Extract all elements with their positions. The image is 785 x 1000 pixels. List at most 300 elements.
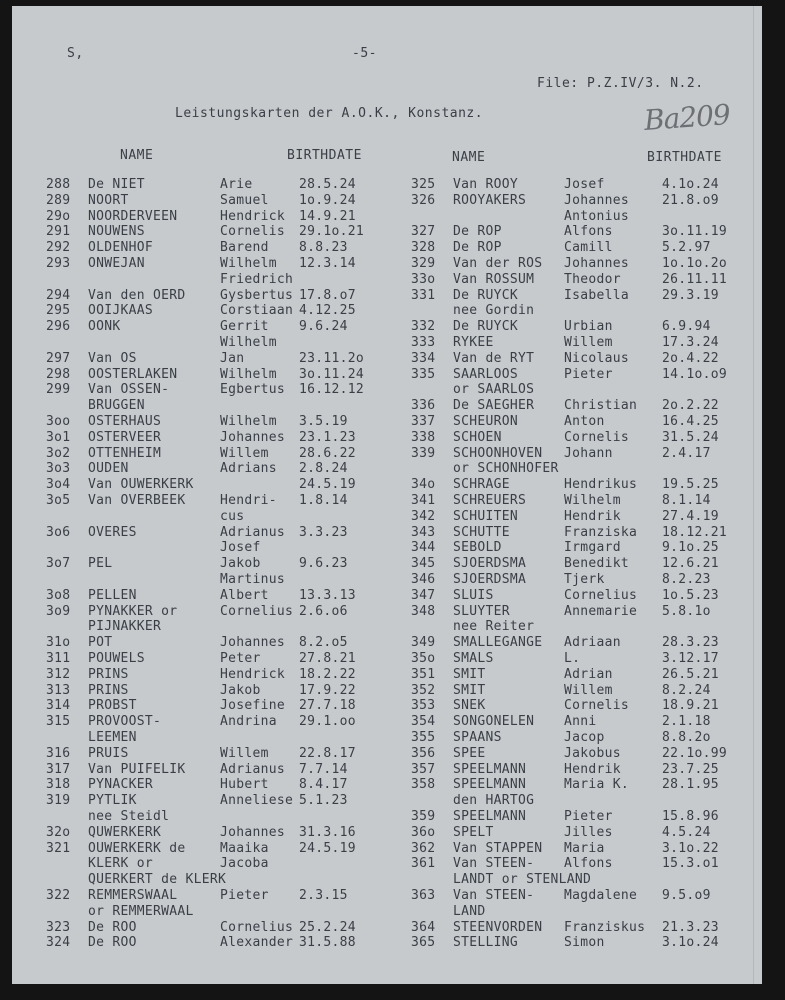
right-number: 331 [411, 287, 436, 303]
right-birthdate: 16.4.25 [662, 414, 719, 429]
left-surname: OVERES [88, 524, 137, 540]
left-surname: nee Steidl [88, 809, 170, 824]
table-row [12, 447, 762, 463]
table-row [12, 178, 762, 194]
right-surname: SJOERDSMA [453, 572, 527, 587]
right-birthdate: 2o.4.22 [662, 350, 719, 366]
left-number: 312 [46, 666, 71, 682]
right-number: 365 [411, 935, 436, 951]
left-surname: NOORT [88, 192, 129, 208]
left-firstname: cus [220, 508, 245, 524]
left-number: 299 [46, 382, 71, 398]
left-surname: Van OVERBEEK [88, 493, 186, 508]
right-firstname: Benedikt [564, 556, 630, 572]
table-row [12, 494, 762, 510]
document-page [12, 6, 762, 984]
right-firstname: Annemarie [564, 603, 638, 619]
right-firstname: Adrian [564, 666, 613, 682]
table-row [12, 573, 762, 589]
left-number: 298 [46, 366, 71, 382]
left-birthdate: 13.3.13 [299, 587, 356, 603]
table-row [12, 763, 762, 779]
left-number: 292 [46, 240, 71, 256]
right-number: 36o [411, 824, 436, 840]
right-firstname: Isabella [564, 287, 630, 303]
left-surname: OOSTERLAKEN [88, 366, 178, 382]
right-firstname: Maria [564, 840, 605, 856]
left-firstname: Wilhelm [220, 414, 277, 429]
right-number: 346 [411, 572, 436, 587]
handwritten-signature: Ba209 [642, 98, 731, 137]
right-firstname: Hendrik [564, 508, 621, 524]
right-firstname: Christian [564, 398, 638, 414]
right-birthdate: 26.5.21 [662, 666, 719, 682]
left-firstname: Albert [220, 587, 269, 603]
left-birthdate: 2.6.o6 [299, 603, 348, 619]
right-firstname: Pieter [564, 366, 613, 382]
table-row [12, 652, 762, 668]
right-number: 357 [411, 761, 436, 777]
right-surname: or SCHONHOFER [453, 461, 559, 477]
left-birthdate: 25.2.24 [299, 919, 356, 935]
right-firstname: Alfons [564, 856, 613, 872]
table-row [12, 557, 762, 573]
left-surname: OLDENHOF [88, 240, 154, 256]
left-number: 318 [46, 777, 71, 793]
right-firstname: Josef [564, 177, 605, 192]
left-birthdate: 1o.9.24 [299, 192, 356, 208]
left-surname: NOORDERVEEN [88, 208, 178, 224]
right-surname: or SAARLOS [453, 382, 535, 398]
right-surname: Van STEEN- [453, 888, 535, 903]
right-number: 352 [411, 682, 436, 698]
left-number: 295 [46, 303, 71, 319]
right-surname: SCHUTTE [453, 524, 510, 540]
left-firstname: Andrina [220, 714, 277, 730]
left-birthdate: 18.2.22 [299, 666, 356, 682]
left-number: 288 [46, 177, 71, 192]
right-number: 344 [411, 540, 436, 556]
left-surname: REMMERSWAAL [88, 888, 178, 903]
left-number: 316 [46, 745, 71, 761]
left-firstname: Arie [220, 177, 253, 192]
right-birthdate: 2o.2.22 [662, 398, 719, 414]
right-surname: De RUYCK [453, 287, 519, 303]
left-firstname: Wilhelm [220, 256, 277, 271]
left-number: 294 [46, 287, 71, 303]
right-surname: SPAANS [453, 730, 502, 745]
left-number: 3o4 [46, 477, 71, 493]
left-surname: OONK [88, 319, 121, 335]
left-firstname: Josefine [220, 698, 286, 714]
right-surname: SMIT [453, 682, 486, 698]
left-firstname: Maaika [220, 840, 269, 856]
right-surname: SCHOEN [453, 429, 502, 445]
right-birthdate: 15.3.o1 [662, 856, 719, 872]
right-birthdate: 8.2.23 [662, 572, 711, 587]
table-row [12, 810, 762, 826]
right-number: 33o [411, 271, 436, 287]
table-row [12, 257, 762, 273]
right-number: 347 [411, 587, 436, 603]
right-number: 342 [411, 508, 436, 524]
left-birthdate: 24.5.19 [299, 477, 356, 493]
table-row [12, 541, 762, 557]
right-surname: LANDT or STENLAND [453, 872, 592, 888]
left-number: 314 [46, 698, 71, 714]
left-firstname: Adrianus [220, 524, 286, 540]
left-firstname: Willem [220, 745, 269, 761]
right-birthdate: 8.1.14 [662, 493, 711, 508]
left-birthdate: 29.1.oo [299, 714, 356, 730]
left-firstname: Gerrit [220, 319, 269, 335]
right-firstname: Willem [564, 335, 613, 350]
left-surname: Van OUWERKERK [88, 477, 194, 493]
right-birthdate: 6.9.94 [662, 319, 711, 335]
left-number: 3o5 [46, 493, 71, 508]
right-surname: SCHREUERS [453, 493, 527, 508]
right-firstname: Theodor [564, 271, 621, 287]
right-firstname: Wilhelm [564, 493, 621, 508]
table-row [12, 873, 762, 889]
left-birthdate: 16.12.12 [299, 382, 365, 398]
left-number: 317 [46, 761, 71, 777]
left-firstname: Hendri- [220, 493, 277, 508]
right-number: 328 [411, 240, 436, 256]
right-firstname: Johannes [564, 256, 630, 271]
left-birthdate: 27.7.18 [299, 698, 356, 714]
right-birthdate: 15.8.96 [662, 809, 719, 824]
right-firstname: Cornelius [564, 587, 638, 603]
table-row [12, 668, 762, 684]
right-surname: Van ROSSUM [453, 271, 535, 287]
left-surname: ONWEJAN [88, 256, 145, 271]
right-surname: SJOERDSMA [453, 556, 527, 572]
right-surname: SLUIS [453, 587, 494, 603]
right-number: 361 [411, 856, 436, 872]
right-birthdate: 12.6.21 [662, 556, 719, 572]
right-surname: SCHEURON [453, 414, 519, 429]
left-surname: PROVOOST- [88, 714, 162, 730]
left-surname: KLERK or [88, 856, 154, 872]
table-row [12, 747, 762, 763]
left-surname: OSTERHAUS [88, 414, 162, 429]
left-number: 323 [46, 919, 71, 935]
left-firstname: Alexander [220, 935, 294, 951]
table-row [12, 368, 762, 384]
left-surname: POUWELS [88, 651, 145, 666]
left-surname: PELLEN [88, 587, 137, 603]
table-row [12, 699, 762, 715]
table-row [12, 352, 762, 368]
right-birthdate: 14.1o.o9 [662, 366, 728, 382]
page-number: -5- [352, 46, 377, 61]
right-number: 34o [411, 477, 436, 493]
left-number: 297 [46, 350, 71, 366]
right-birthdate: 3.12.17 [662, 651, 719, 666]
left-birthdate: 5.1.23 [299, 793, 348, 809]
right-surname: SAARLOOS [453, 366, 519, 382]
left-number: 293 [46, 256, 71, 271]
left-firstname: Adrians [220, 461, 277, 477]
right-firstname: Antonius [564, 208, 630, 224]
left-surname: Van den OERD [88, 287, 186, 303]
right-surname: Van STAPPEN [453, 840, 543, 856]
right-firstname: L. [564, 651, 581, 666]
left-number: 3o1 [46, 429, 71, 445]
left-surname: Van PUIFELIK [88, 761, 186, 777]
table-row [12, 636, 762, 652]
right-surname: SMALS [453, 651, 494, 666]
right-firstname: Tjerk [564, 572, 605, 587]
left-number: 324 [46, 935, 71, 951]
left-firstname: Jan [220, 350, 245, 366]
left-birthdate: 27.8.21 [299, 651, 356, 666]
right-firstname: Urbian [564, 319, 613, 335]
left-birthdate: 14.9.21 [299, 208, 356, 224]
header-left-name: NAME [120, 148, 154, 163]
right-number: 336 [411, 398, 436, 414]
table-row [12, 684, 762, 700]
left-surname: BRUGGEN [88, 398, 145, 414]
left-birthdate: 28.6.22 [299, 445, 356, 461]
right-birthdate: 17.3.24 [662, 335, 719, 350]
left-birthdate: 23.1.23 [299, 429, 356, 445]
header-left-birthdate: BIRTHDATE [287, 148, 362, 163]
left-surname: OTTENHEIM [88, 445, 162, 461]
right-birthdate: 28.1.95 [662, 777, 719, 793]
right-surname: SNEK [453, 698, 486, 714]
left-firstname: Gysbertus [220, 287, 294, 303]
left-birthdate: 17.8.o7 [299, 287, 356, 303]
left-birthdate: 1.8.14 [299, 493, 348, 508]
left-surname: PYNAKKER or [88, 603, 178, 619]
right-firstname: Johannes [564, 192, 630, 208]
left-birthdate: 8.2.o5 [299, 635, 348, 651]
left-birthdate: 23.11.2o [299, 350, 365, 366]
right-number: 351 [411, 666, 436, 682]
table-row [12, 304, 762, 320]
right-birthdate: 2.4.17 [662, 445, 711, 461]
corner-mark: S, [67, 46, 84, 61]
right-surname: Van ROOY [453, 177, 519, 192]
right-number: 327 [411, 224, 436, 240]
left-firstname: Jacoba [220, 856, 269, 872]
right-birthdate: 8.2.24 [662, 682, 711, 698]
right-birthdate: 8.8.2o [662, 730, 711, 745]
table-row [12, 857, 762, 873]
right-number: 343 [411, 524, 436, 540]
right-surname: SCHRAGE [453, 477, 510, 493]
table-row [12, 478, 762, 494]
right-firstname: Irmgard [564, 540, 621, 556]
right-firstname: Pieter [564, 809, 613, 824]
table-row [12, 794, 762, 810]
right-number: 348 [411, 603, 436, 619]
left-birthdate: 22.8.17 [299, 745, 356, 761]
left-birthdate: 3o.11.24 [299, 366, 365, 382]
right-number: 353 [411, 698, 436, 714]
left-number: 32o [46, 824, 71, 840]
table-row [12, 241, 762, 257]
right-birthdate: 3.1o.24 [662, 935, 719, 951]
table-row [12, 383, 762, 399]
right-firstname: Maria K. [564, 777, 630, 793]
right-birthdate: 26.11.11 [662, 271, 728, 287]
right-birthdate: 9.5.o9 [662, 888, 711, 903]
right-number: 364 [411, 919, 436, 935]
right-birthdate: 3o.11.19 [662, 224, 728, 240]
right-birthdate: 4.5.24 [662, 824, 711, 840]
left-surname: LEEMEN [88, 730, 137, 745]
right-surname: SPEELMANN [453, 761, 527, 777]
right-firstname: Camill [564, 240, 613, 256]
header-right-birthdate: BIRTHDATE [647, 150, 722, 165]
right-surname: SPEELMANN [453, 809, 527, 824]
right-surname: ROOYAKERS [453, 192, 527, 208]
left-surname: De NIET [88, 177, 145, 192]
left-birthdate: 29.1o.21 [299, 224, 365, 240]
right-surname: SPEE [453, 745, 486, 761]
right-number: 362 [411, 840, 436, 856]
left-surname: OSTERVEER [88, 429, 162, 445]
left-surname: QUWERKERK [88, 824, 162, 840]
left-birthdate: 8.4.17 [299, 777, 348, 793]
left-number: 313 [46, 682, 71, 698]
right-firstname: Anni [564, 714, 597, 730]
table-row [12, 605, 762, 621]
document-title: Leistungskarten der A.O.K., Konstanz. [175, 106, 484, 121]
left-firstname: Adrianus [220, 761, 286, 777]
table-row [12, 336, 762, 352]
right-firstname: Anton [564, 414, 605, 429]
table-row [12, 842, 762, 858]
right-firstname: Hendrikus [564, 477, 638, 493]
left-number: 291 [46, 224, 71, 240]
left-birthdate: 31.3.16 [299, 824, 356, 840]
right-number: 341 [411, 493, 436, 508]
right-firstname: Jakobus [564, 745, 621, 761]
table-row [12, 194, 762, 210]
right-firstname: Hendrik [564, 761, 621, 777]
right-surname: SLUYTER [453, 603, 510, 619]
right-number: 359 [411, 809, 436, 824]
left-firstname: Hendrick [220, 666, 286, 682]
left-firstname: Josef [220, 540, 261, 556]
right-birthdate: 4.1o.24 [662, 177, 719, 192]
left-firstname: Johannes [220, 429, 286, 445]
table-row [12, 936, 762, 952]
table-row [12, 889, 762, 905]
left-birthdate: 12.3.14 [299, 256, 356, 271]
right-surname: Van STEEN- [453, 856, 535, 872]
left-surname: PEL [88, 556, 113, 572]
right-surname: De ROP [453, 240, 502, 256]
left-number: 315 [46, 714, 71, 730]
left-surname: Van OS [88, 350, 137, 366]
right-birthdate: 29.3.19 [662, 287, 719, 303]
right-firstname: Franziska [564, 524, 638, 540]
table-row [12, 526, 762, 542]
table-row [12, 273, 762, 289]
right-surname: SEBOLD [453, 540, 502, 556]
left-number: 296 [46, 319, 71, 335]
left-firstname: Martinus [220, 572, 286, 587]
left-surname: PIJNAKKER [88, 619, 162, 635]
right-firstname: Nicolaus [564, 350, 630, 366]
right-number: 325 [411, 177, 436, 192]
right-firstname: Alfons [564, 224, 613, 240]
left-surname: Van OSSEN- [88, 382, 170, 398]
left-surname: De ROO [88, 919, 137, 935]
right-surname: De ROP [453, 224, 502, 240]
right-firstname: Johann [564, 445, 613, 461]
left-surname: OUDEN [88, 461, 129, 477]
right-birthdate: 21.8.o9 [662, 192, 719, 208]
left-firstname: Egbertus [220, 382, 286, 398]
left-surname: QUERKERT de KLERK [88, 872, 227, 888]
left-birthdate: 8.8.23 [299, 240, 348, 256]
left-surname: OOIJKAAS [88, 303, 154, 319]
right-surname: STEENVORDEN [453, 919, 543, 935]
right-number: 339 [411, 445, 436, 461]
left-firstname: Jakob [220, 682, 261, 698]
right-number: 326 [411, 192, 436, 208]
left-firstname: Jakob [220, 556, 261, 572]
right-firstname: Magdalene [564, 888, 638, 903]
left-firstname: Wilhelm [220, 335, 277, 350]
right-surname: LAND [453, 903, 486, 919]
right-number: 333 [411, 335, 436, 350]
right-number: 329 [411, 256, 436, 271]
right-firstname: Franziskus [564, 919, 646, 935]
left-firstname: Wilhelm [220, 366, 277, 382]
right-birthdate: 2.1.18 [662, 714, 711, 730]
left-birthdate: 7.7.14 [299, 761, 348, 777]
right-birthdate: 3.1o.22 [662, 840, 719, 856]
table-row [12, 431, 762, 447]
right-surname: De SAEGHER [453, 398, 535, 414]
right-number: 354 [411, 714, 436, 730]
header-right-name: NAME [452, 150, 486, 165]
left-firstname: Cornelius [220, 603, 294, 619]
table-row [12, 905, 762, 921]
left-firstname: Cornelius [220, 919, 294, 935]
left-surname: POT [88, 635, 113, 651]
right-birthdate: 27.4.19 [662, 508, 719, 524]
table-row [12, 289, 762, 305]
right-birthdate: 19.5.25 [662, 477, 719, 493]
left-firstname: Hendrick [220, 208, 286, 224]
right-surname: SONGONELEN [453, 714, 535, 730]
file-reference: File: P.Z.IV/3. N.2. [537, 76, 704, 91]
left-birthdate: 3.3.23 [299, 524, 348, 540]
table-row [12, 399, 762, 415]
right-birthdate: 1o.1o.2o [662, 256, 728, 271]
right-birthdate: 5.8.1o [662, 603, 711, 619]
left-birthdate: 2.3.15 [299, 888, 348, 903]
right-birthdate: 5.2.97 [662, 240, 711, 256]
right-number: 355 [411, 730, 436, 745]
right-surname: den HARTOG [453, 793, 535, 809]
right-surname: SPEELMANN [453, 777, 527, 793]
right-surname: SCHOONHOVEN [453, 445, 543, 461]
right-birthdate: 9.1o.25 [662, 540, 719, 556]
left-number: 3o3 [46, 461, 71, 477]
right-number: 338 [411, 429, 436, 445]
right-firstname: Adriaan [564, 635, 621, 651]
left-number: 3o9 [46, 603, 71, 619]
